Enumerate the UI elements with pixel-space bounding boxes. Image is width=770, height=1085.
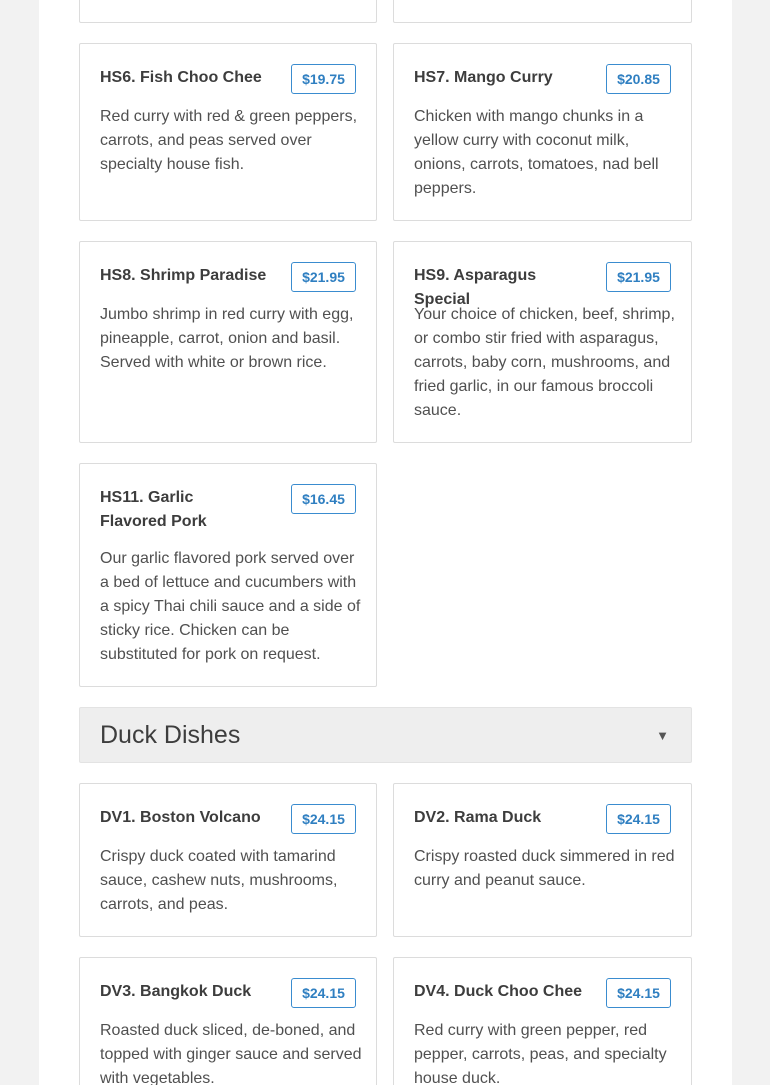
price-badge: $21.95 — [291, 262, 356, 292]
menu-item-description: Red curry with green pepper, red pepper, carrots, peas, and specialty house duck. — [414, 1022, 667, 1085]
menu-item-description: Chicken with mango chunks in a yellow curry with coconut milk, onions, carrots, tomatoes, nad bell peppers. — [414, 108, 659, 197]
price-badge: $16.45 — [291, 484, 356, 514]
menu-item-card[interactable] — [393, 241, 692, 443]
menu-item-card[interactable] — [79, 957, 377, 1085]
menu-item-title: HS6. Fish Choo Chee — [100, 69, 262, 86]
price-badge: $21.95 — [606, 262, 671, 292]
menu-item-title: HS8. Shrimp Paradise — [100, 267, 267, 284]
menu-item-card[interactable] — [393, 957, 692, 1085]
menu-item-card[interactable] — [393, 43, 692, 221]
menu-item-description: Crispy roasted duck simmered in red curry and peanut sauce. — [414, 848, 675, 889]
menu-item-title: HS11. Garlic Flavored Pork — [100, 489, 207, 530]
menu-item-description: Jumbo shrimp in red curry with egg, pineapple, carrot, onion and basil. Served with white or brown rice. — [100, 306, 354, 371]
menu-item-title: DV1. Boston Volcano — [100, 809, 261, 826]
chevron-down-icon: ▼ — [656, 728, 669, 743]
price-badge: $19.75 — [291, 64, 356, 94]
menu-panel — [39, 0, 732, 1085]
menu-item-title: HS9. Asparagus Special — [414, 267, 537, 308]
price-badge: $24.15 — [606, 978, 671, 1008]
price-badge: $20.85 — [606, 64, 671, 94]
menu-item-card[interactable] — [79, 463, 377, 687]
menu-item-card[interactable] — [393, 783, 692, 937]
menu-item-title: DV3. Bangkok Duck — [100, 983, 252, 1000]
menu-item-card[interactable] — [79, 783, 377, 937]
menu-item-description: Our garlic flavored pork served over a bed of lettuce and cucumbers with a spicy Thai chili sauce and a side of sticky rice. Chicken can be substituted for pork on request. — [100, 550, 361, 663]
menu-item-card-partial — [79, 0, 377, 23]
menu-item-title: HS7. Mango Curry — [414, 69, 553, 86]
menu-item-description: Your choice of chicken, beef, shrimp, or combo stir fried with asparagus, carrots, baby corn, mushrooms, and fried garlic, in our famous broccoli sauce. — [414, 306, 675, 419]
menu-item-description: Roasted duck sliced, de-boned, and topped with ginger sauce and served with vegetables. — [100, 1022, 362, 1085]
price-badge: $24.15 — [291, 978, 356, 1008]
menu-item-description: Crispy duck coated with tamarind sauce, cashew nuts, mushrooms, carrots, and peas. — [100, 848, 338, 913]
menu-item-card[interactable] — [79, 241, 377, 443]
price-badge: $24.15 — [291, 804, 356, 834]
menu-item-title: DV4. Duck Choo Chee — [414, 983, 583, 1000]
section-header-duck-dishes[interactable] — [79, 707, 692, 763]
menu-item-title: DV2. Rama Duck — [414, 809, 542, 826]
menu-item-card-partial — [393, 0, 692, 23]
price-badge: $24.15 — [606, 804, 671, 834]
menu-item-card[interactable] — [79, 43, 377, 221]
menu-item-description: Red curry with red & green peppers, carrots, and peas served over specialty house fish. — [100, 108, 358, 173]
section-title: Duck Dishes — [100, 721, 241, 749]
